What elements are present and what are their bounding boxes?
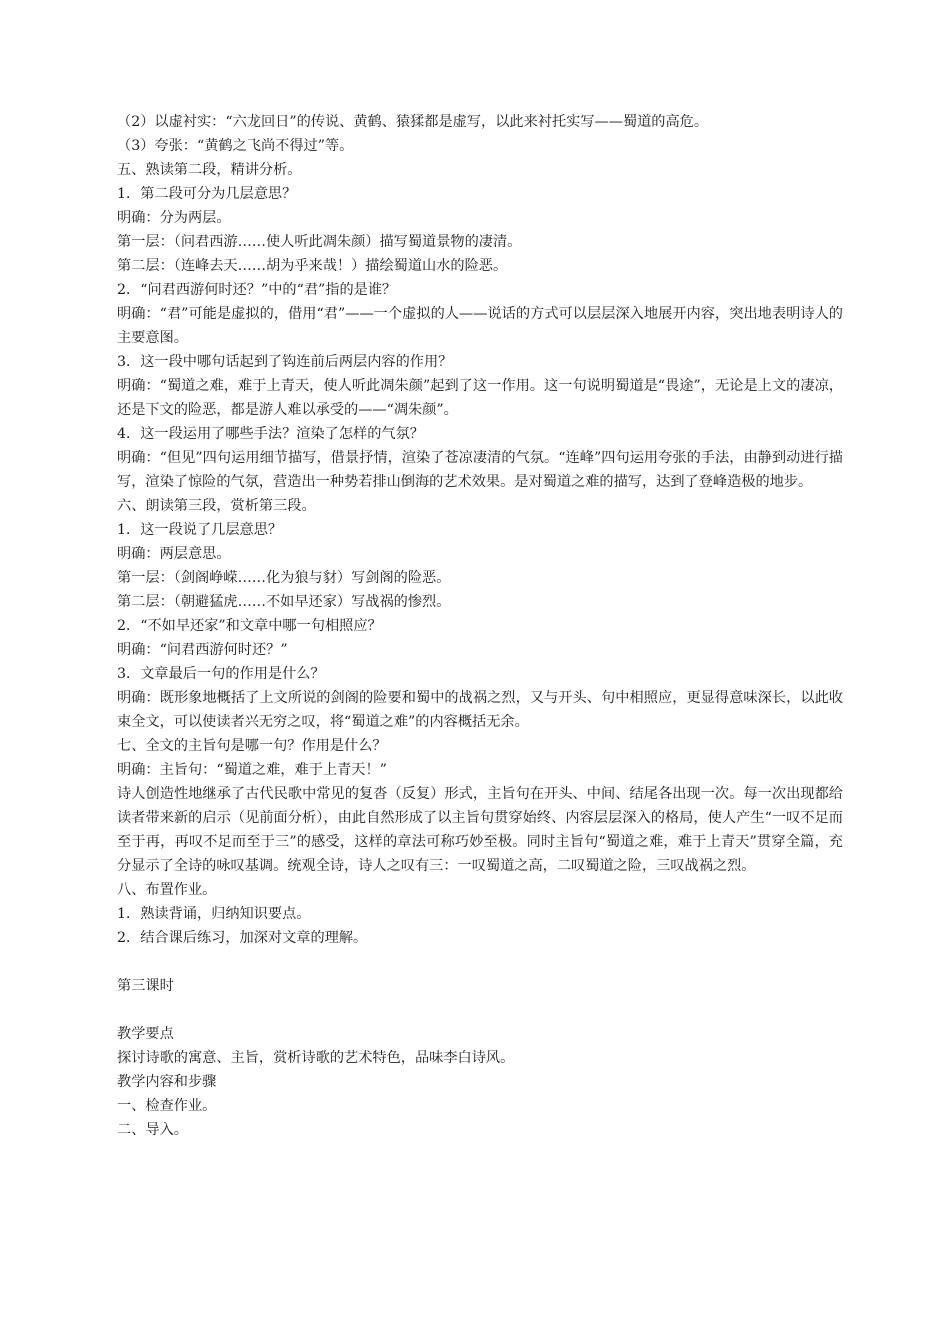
section-heading: 五、熟读第二段，精讲分析。 — [117, 162, 302, 178]
text-line: 第一层：（问君西游……使人听此凋朱颜）描写蜀道景物的凄清。 — [117, 234, 522, 250]
text-line: 探讨诗歌的寓意、主旨，赏析诗歌的艺术特色，品味李白诗风。 — [117, 1050, 515, 1066]
question-line: 1．第二段可分为几层意思？ — [117, 186, 297, 202]
question-line: 3．这一段中哪句话起到了钩连前后两层内容的作用？ — [117, 354, 453, 370]
text-line: 1．熟读背诵，归纳知识要点。 — [117, 906, 311, 922]
text-line: 第二层：（朝避猛虎……不如早还家）写战祸的惨烈。 — [117, 594, 451, 610]
answer-line: 明确：“问君西游何时还？” — [117, 642, 288, 658]
answer-paragraph: 明确：“君”可能是虚拟的，借用“君”——一个虚拟的人——说话的方式可以层层深入地展开内容，突出地表明诗人的主要意图。 — [117, 306, 843, 346]
blank-line — [117, 998, 843, 1022]
text-line: 第二层：（连峰去天……胡为乎来哉！）描绘蜀道山水的险恶。 — [117, 258, 508, 274]
blank-line — [117, 950, 843, 974]
text-line: （3）夸张：“黄鹤之飞尚不得过”等。 — [117, 138, 354, 154]
section-heading: 八、布置作业。 — [117, 882, 217, 898]
section-heading: 一、检查作业。 — [117, 1098, 217, 1114]
section-heading: 七、全文的主旨句是哪一句？作用是什么？ — [117, 738, 387, 754]
question-line: 2．“不如早还家”和文章中哪一句相照应？ — [117, 618, 382, 634]
text-line: （2）以虚衬实：“六龙回日”的传说、黄鹤、猿猱都是虚写，以此来衬托实写——蜀道的高危。 — [117, 114, 709, 130]
answer-line: 明确：两层意思。 — [117, 546, 231, 562]
section-heading: 二、导入。 — [117, 1122, 188, 1138]
answer-paragraph: 明确：既形象地概括了上文所说的剑阁的险要和蜀中的战祸之烈，又与开头、句中相照应，更显得意味深长，以此收束全文，可以使读者兴无穷之叹，将“蜀道之难”的内容概括无余。 — [117, 690, 843, 730]
question-line: 2．“问君西游何时还？”中的“君”指的是谁？ — [117, 282, 397, 298]
body-paragraph: 诗人创造性地继承了古代民歌中常见的复沓（反复）形式，主旨句在开头、中间、结尾各出现一次。每一次出现都给读者带来新的启示（见前面分析），由此自然形成了以主旨句贯穿始终、内容层层深入的格局，使人产生“一叹不足而至于再，再叹不足而至于三”的感受，这样的章法可称巧妙至极。同时主旨句“蜀道之难，难于上青天”贯穿全篇，充分显示了全诗的咏叹基调。统观全诗，诗人之叹有三：一叹蜀道之高，二叹蜀道之险，三叹战祸之烈。 — [117, 786, 843, 874]
document-body — [117, 110, 843, 1142]
answer-line: 明确：主旨句：“蜀道之难，难于上青天！” — [117, 762, 387, 778]
answer-paragraph: 明确：“蜀道之难，难于上青天，使人听此凋朱颜”起到了这一作用。这一句说明蜀道是“畏途”，无论是上文的凄凉，还是下文的险恶，都是游人难以承受的——“凋朱颜”。 — [117, 378, 843, 418]
text-line: 第一层：（剑阁峥嵘……化为狼与豺）写剑阁的险恶。 — [117, 570, 451, 586]
question-line: 4．这一段运用了哪些手法？渲染了怎样的气氛？ — [117, 426, 424, 442]
section-heading: 六、朗读第三段，赏析第三段。 — [117, 498, 316, 514]
text-line: 教学要点 — [117, 1026, 174, 1042]
question-line: 3．文章最后一句的作用是什么？ — [117, 666, 325, 682]
text-line: 教学内容和步骤 — [117, 1074, 217, 1090]
text-line: 2．结合课后练习，加深对文章的理解。 — [117, 930, 368, 946]
question-line: 1．这一段说了几层意思？ — [117, 522, 283, 538]
answer-line: 明确：分为两层。 — [117, 210, 231, 226]
lesson-heading: 第三课时 — [117, 978, 174, 994]
answer-paragraph: 明确：“但见”四句运用细节描写，借景抒情，渲染了苍凉凄清的气氛。“连峰”四句运用夸张的手法，由静到动进行描写，渲染了惊险的气氛，营造出一种势若排山倒海的艺术效果。是对蜀道之难的描写，达到了登峰造极的地步。 — [117, 450, 843, 490]
